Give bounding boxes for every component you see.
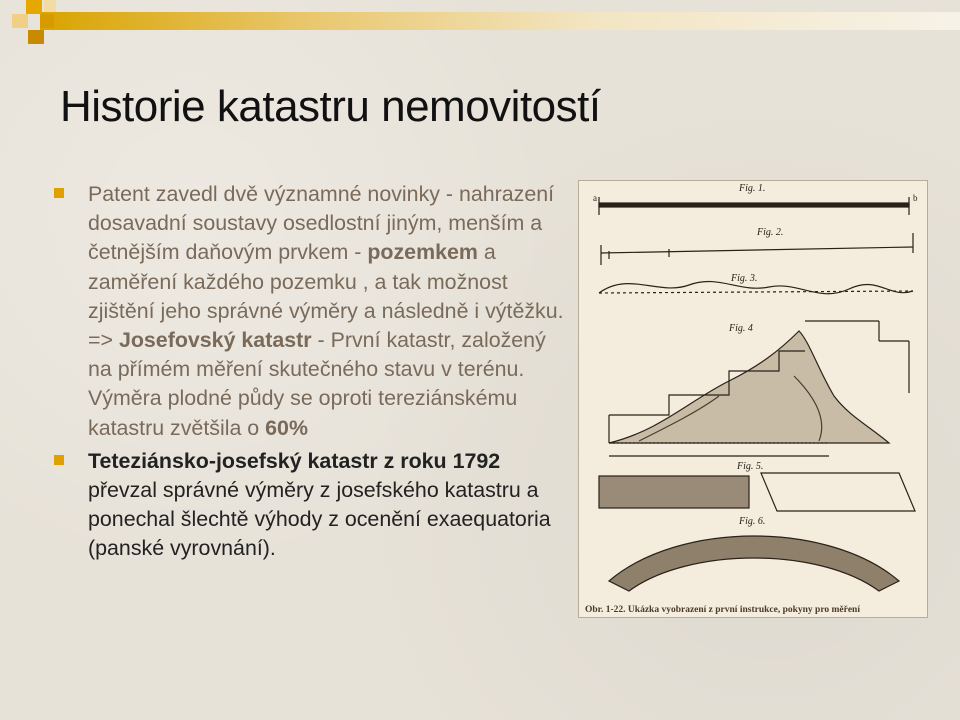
bullet-1-seg-1: pozemkem xyxy=(367,240,478,265)
bullet-1-seg-5: 60% xyxy=(265,415,308,440)
bullet-1-seg-3: Josefovský katastr xyxy=(118,328,312,353)
header-gradient-bar xyxy=(40,12,960,30)
bullet-item-2 xyxy=(54,447,564,564)
label-b: b xyxy=(913,193,918,203)
bullet-list xyxy=(54,180,564,568)
survey-illustration xyxy=(579,181,927,617)
deco-square-1 xyxy=(26,0,42,14)
deco-square-5 xyxy=(44,0,56,12)
deco-square-2 xyxy=(12,14,28,28)
bullet-square-icon xyxy=(54,455,64,465)
fig5-label: Fig. 5. xyxy=(737,461,764,472)
fig3-label: Fig. 3. xyxy=(731,273,758,284)
bullet-square-icon xyxy=(54,188,64,198)
bullet-1-seg-4: - První katastr, založený na přímém měření skutečného stavu v terénu. Výměra plodné půdy se oproti tereziánskému katastru zvětšila o xyxy=(88,328,546,440)
bullet-item-1 xyxy=(54,180,564,443)
figure-caption: Obr. 1-22. Ukázka vyobrazení z první instrukce, pokyny pro měření xyxy=(585,605,860,615)
bullet-2-seg-1: převzal správné výměry z josefského katastru a ponechal šlechtě výhody z ocenění exaequatoria (panské vyrovnání). xyxy=(88,478,551,561)
bullet-1-seg-0: Patent zavedl dvě významné novinky - nahrazení dosavadní soustavy osedlostní jiným, menším a četnějším daňovým prvkem - xyxy=(88,182,555,265)
bullet-2-seg-0: Teteziánsko-josefský katastr z roku 1792 xyxy=(88,448,501,473)
deco-square-4 xyxy=(28,30,44,44)
label-a: a xyxy=(593,193,597,203)
header-decoration xyxy=(0,0,960,60)
fig4-label: Fig. 4 xyxy=(729,323,753,334)
fig6-label: Fig. 6. xyxy=(739,516,766,527)
fig2-label: Fig. 2. xyxy=(757,227,784,238)
fig1-label: Fig. 1. xyxy=(739,183,766,194)
deco-square-3 xyxy=(40,14,54,28)
historical-survey-figure xyxy=(578,180,928,618)
bullet-1-seg-2: a zaměření každého pozemku , a tak možnost zjištění jeho správné výměry a následně i výtěžku. => xyxy=(88,240,564,353)
slide-title: Historie katastru nemovitostí xyxy=(60,82,601,131)
